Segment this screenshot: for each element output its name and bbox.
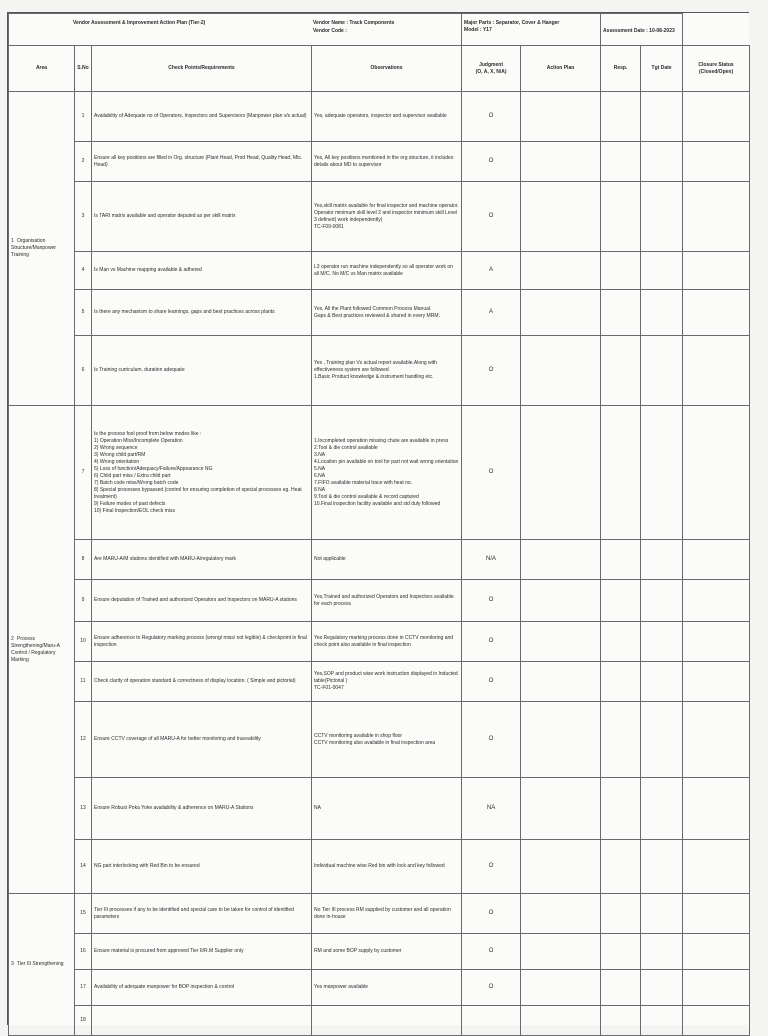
judgment-cell: O	[462, 702, 521, 778]
sheet-title: Vendor Assessment & Improvement Action Plan (Tier-2)	[73, 20, 206, 26]
check-point-cell: Availability of adequate manpower for BOP inspection & control	[92, 970, 312, 1006]
check-point-cell: Is TARI matrix available and operator deputed as per skill matrix	[92, 182, 312, 252]
sno-cell: 13	[75, 778, 92, 840]
closure-status-cell	[683, 662, 750, 702]
sno-cell: 11	[75, 662, 92, 702]
check-point-cell: Ensure Robust Poka Yoke availability & adherence on MARU-A Stations	[92, 778, 312, 840]
resp-cell	[601, 92, 641, 142]
judgment-cell: O	[462, 92, 521, 142]
action-plan-cell	[521, 840, 601, 894]
check-point-cell: Is there any mechanism to share learnings, gaps and best practices across plants	[92, 290, 312, 336]
check-point-cell	[92, 1006, 312, 1036]
table-row	[9, 540, 750, 580]
vendor-name: Vendor Name : Track Components	[313, 20, 395, 26]
table-row	[9, 970, 750, 1006]
judgment-cell: O	[462, 580, 521, 622]
action-plan-cell	[521, 778, 601, 840]
judgment-cell: A	[462, 252, 521, 290]
tgt-date-cell	[641, 662, 683, 702]
sno-cell: 6	[75, 336, 92, 406]
closure-status-cell	[683, 702, 750, 778]
observation-cell: Yes manpower available	[312, 970, 462, 1006]
model: Model : Y17	[464, 27, 492, 33]
major-parts-cell	[462, 14, 601, 46]
table-row	[9, 92, 750, 142]
resp-cell	[601, 406, 641, 540]
col-closure-status: Closure Status (Closed/Open)	[683, 46, 750, 92]
area-number: 1	[11, 238, 14, 244]
area-cell	[9, 92, 75, 406]
observation-cell: Yes, All key positions mentioned in the org structure, it includes details about MD to supervisor	[312, 142, 462, 182]
tgt-date-cell	[641, 290, 683, 336]
table-row	[9, 894, 750, 934]
col-tgt-date: Tgt Date	[641, 46, 683, 92]
action-plan-cell	[521, 406, 601, 540]
table-row	[9, 1006, 750, 1036]
resp-cell	[601, 934, 641, 970]
observation-cell: Not applicable	[312, 540, 462, 580]
tgt-date-cell	[641, 894, 683, 934]
table-row	[9, 934, 750, 970]
col-resp: Resp.	[601, 46, 641, 92]
sno-cell: 14	[75, 840, 92, 894]
closure-status-cell	[683, 252, 750, 290]
judgment-cell	[462, 1006, 521, 1036]
table-row	[9, 840, 750, 894]
sno-cell: 17	[75, 970, 92, 1006]
resp-cell	[601, 662, 641, 702]
check-point-cell: Is the process fool proof from below modes like : 1) Operation Miss/Incomplete Operation 2) Wrong sequence 3) Wrong child part/RM 4) Wrong orientation 5) Loss of function/Adequacy/Failure/Appearance NG 6) Child part miss / Extra child part 7) Batch code miss/Wrong batch code 8) Special processes bypassed (control for ensuring completion of special processes eg. Heat treatment) 9) Failure modes of past defects 10) Final Inspection/EOL check miss	[92, 406, 312, 540]
closure-status-cell	[683, 142, 750, 182]
resp-cell	[601, 290, 641, 336]
tgt-date-cell	[641, 934, 683, 970]
table-row	[9, 142, 750, 182]
judgment-cell: NA	[462, 778, 521, 840]
tgt-date-cell	[641, 406, 683, 540]
resp-cell	[601, 252, 641, 290]
check-point-cell: Tier III processes if any to be identified and special care to be taken for control of identified parameters	[92, 894, 312, 934]
observation-cell: Yes, All the Plant followed Common Process Manual. Gaps & Best practices reviewed & shared in every MRM.	[312, 290, 462, 336]
sno-cell: 9	[75, 580, 92, 622]
judgment-cell: A	[462, 290, 521, 336]
tgt-date-cell	[641, 778, 683, 840]
table-row	[9, 406, 750, 540]
judgment-cell: O	[462, 934, 521, 970]
area-cell	[9, 406, 75, 894]
table-row	[9, 252, 750, 290]
closure-status-cell	[683, 934, 750, 970]
check-point-cell: Is Training curriculum, duration adequate	[92, 336, 312, 406]
observation-cell: Individual machine wise Red bin with lock and key followed	[312, 840, 462, 894]
action-plan-cell	[521, 702, 601, 778]
check-point-cell: Ensure material is procured from approved Tier II/R.M Supplier only	[92, 934, 312, 970]
check-point-cell: Ensure deputation of Trained and authorized Operators and Inspectors on MARU-A stations	[92, 580, 312, 622]
observation-cell	[312, 1006, 462, 1036]
sno-cell: 4	[75, 252, 92, 290]
col-area: Area	[9, 46, 75, 92]
table-row	[9, 182, 750, 252]
resp-cell	[601, 540, 641, 580]
observation-cell: Yes , Training plan Vs actual report available.Along with effectiveness system are followed 1.Basic Product knowledge & instrument handling etc.	[312, 336, 462, 406]
judgment-cell: O	[462, 662, 521, 702]
check-point-cell: Ensure CCTV coverage of all MARU-A for better monitoring and traceability	[92, 702, 312, 778]
closure-status-cell	[683, 540, 750, 580]
action-plan-cell	[521, 290, 601, 336]
assessment-sheet	[7, 12, 749, 1025]
table-row	[9, 580, 750, 622]
closure-status-cell	[683, 406, 750, 540]
col-check-points: Check Points/Requirements	[92, 46, 312, 92]
area-label: Organisation Structure/Manpower Training	[11, 238, 57, 258]
sno-cell: 8	[75, 540, 92, 580]
action-plan-cell	[521, 92, 601, 142]
table-row	[9, 702, 750, 778]
sno-cell: 2	[75, 142, 92, 182]
sno-cell: 1	[75, 92, 92, 142]
area-number: 3	[11, 961, 14, 967]
tgt-date-cell	[641, 702, 683, 778]
col-observations: Observations	[312, 46, 462, 92]
resp-cell	[601, 778, 641, 840]
resp-cell	[601, 702, 641, 778]
tgt-date-cell	[641, 622, 683, 662]
resp-cell	[601, 142, 641, 182]
observation-cell: L3 operator run machine independently so all operator work on all M/C. No M/C vs Man matrix available	[312, 252, 462, 290]
observation-cell: Yes,skill matrix available for final inspector and machine operator. Operator minimum skill level 2 and inspector minimum skill Level 3 defined( work independently) TC-F09-0081	[312, 182, 462, 252]
check-point-cell: NG part interlocking with Red Bin to be ensured	[92, 840, 312, 894]
check-point-cell: Are MARU-A/M stations identified with MARU-A/regulatory mark	[92, 540, 312, 580]
sno-cell: 16	[75, 934, 92, 970]
judgment-cell: O	[462, 406, 521, 540]
area-label: Process Strengthening/Maru-A Control / Regulatory Marking	[11, 635, 60, 663]
sno-cell: 10	[75, 622, 92, 662]
judgment-cell: N/A	[462, 540, 521, 580]
judgment-cell: O	[462, 336, 521, 406]
judgment-cell: O	[462, 840, 521, 894]
tgt-date-cell	[641, 182, 683, 252]
closure-status-cell	[683, 894, 750, 934]
judgment-cell: O	[462, 142, 521, 182]
col-sno: S.No	[75, 46, 92, 92]
observation-cell: Yes, adequate operators, inspector and supervisor available	[312, 92, 462, 142]
check-point-cell: Ensure all key positions are filled in Org. structure (Plant Head, Prod Head, Quality Head, Mtc. Head)	[92, 142, 312, 182]
action-plan-cell	[521, 934, 601, 970]
action-plan-cell	[521, 336, 601, 406]
area-number: 2	[11, 635, 14, 642]
observation-cell: NA	[312, 778, 462, 840]
observation-cell: No Tier III process RM supplied by customer and all operation done in-house	[312, 894, 462, 934]
assessment-table	[8, 13, 750, 1036]
action-plan-cell	[521, 1006, 601, 1036]
closure-status-cell	[683, 290, 750, 336]
action-plan-cell	[521, 540, 601, 580]
closure-status-cell	[683, 840, 750, 894]
tgt-date-cell	[641, 540, 683, 580]
action-plan-cell	[521, 894, 601, 934]
resp-cell	[601, 182, 641, 252]
tgt-date-cell	[641, 92, 683, 142]
vendor-block	[313, 19, 394, 35]
check-point-cell: Availability of Adequate no of Operators, Inspectors and Supervisors (Manpower plan v/s actual)	[92, 92, 312, 142]
closure-status-cell	[683, 778, 750, 840]
tgt-date-cell	[641, 970, 683, 1006]
judgment-cell: O	[462, 894, 521, 934]
closure-status-cell	[683, 970, 750, 1006]
resp-cell	[601, 1006, 641, 1036]
closure-status-cell	[683, 622, 750, 662]
table-row	[9, 290, 750, 336]
observation-cell: Yes Regulatory marking process done in CCTV monitoring and check point also available in final inspection	[312, 622, 462, 662]
closure-status-cell	[683, 92, 750, 142]
check-point-cell: Check clarity of operation standard & correctness of display location. ( Simple and pictorial)	[92, 662, 312, 702]
observation-cell: CCTV monitoring available in shop floor CCTV monitoring also available in final inspection area	[312, 702, 462, 778]
tgt-date-cell	[641, 336, 683, 406]
check-point-cell: Is Man vs Machine mapping available & adhered	[92, 252, 312, 290]
action-plan-cell	[521, 622, 601, 662]
action-plan-cell	[521, 970, 601, 1006]
major-parts: Major Parts : Separator, Cover & Hanger	[464, 20, 560, 26]
assessment-date: Assessment Date : 10-08-2023	[603, 28, 675, 34]
tgt-date-cell	[641, 1006, 683, 1036]
closure-status-cell	[683, 1006, 750, 1036]
observation-cell: Yes,Trained and authorized Operators and Inspectors available for each process	[312, 580, 462, 622]
tgt-date-cell	[641, 840, 683, 894]
observation-cell: Yes,SOP and product wise work instruction displayed in Inducted table(Pictorial ) TC-F01-0047	[312, 662, 462, 702]
area-label: Tier III Strengthening	[17, 961, 64, 967]
action-plan-cell	[521, 580, 601, 622]
tgt-date-cell	[641, 142, 683, 182]
sno-cell: 18	[75, 1006, 92, 1036]
tgt-date-cell	[641, 252, 683, 290]
judgment-cell: O	[462, 622, 521, 662]
assessment-date-cell	[601, 14, 683, 46]
action-plan-cell	[521, 182, 601, 252]
action-plan-cell	[521, 142, 601, 182]
table-row	[9, 336, 750, 406]
action-plan-cell	[521, 662, 601, 702]
sno-cell: 5	[75, 290, 92, 336]
resp-cell	[601, 970, 641, 1006]
sno-cell: 15	[75, 894, 92, 934]
resp-cell	[601, 580, 641, 622]
observation-cell: RM and some BOP supply by customer	[312, 934, 462, 970]
col-judgment: Judgment (O, A, X, N/A)	[462, 46, 521, 92]
table-row	[9, 778, 750, 840]
closure-status-cell	[683, 580, 750, 622]
resp-cell	[601, 894, 641, 934]
table-row	[9, 662, 750, 702]
closure-status-cell	[683, 336, 750, 406]
resp-cell	[601, 840, 641, 894]
sno-cell: 3	[75, 182, 92, 252]
judgment-cell: O	[462, 182, 521, 252]
vendor-code: Vendor Code :	[313, 28, 347, 34]
check-point-cell: Ensure adherence to Regulatory marking process (wrong/ miss/ not legible) & checkpoint in final inspection	[92, 622, 312, 662]
sno-cell: 7	[75, 406, 92, 540]
resp-cell	[601, 622, 641, 662]
action-plan-cell	[521, 252, 601, 290]
table-row	[9, 622, 750, 662]
observation-cell: 1.Incompleted operation missing chute are available in press 2.Tool & die control available 3.NA 4.Location pin available on tool for part not wait wrong orientation 5.NA 6.NA 7.FIFO available material trace with heat no. 8.NA 9.Tool & die control available & record captured 10.Final inspection facility available and std duly followed	[312, 406, 462, 540]
judgment-cell: O	[462, 970, 521, 1006]
resp-cell	[601, 336, 641, 406]
sno-cell: 12	[75, 702, 92, 778]
area-cell	[9, 894, 75, 1036]
col-action-plan: Action Plan	[521, 46, 601, 92]
tgt-date-cell	[641, 580, 683, 622]
closure-status-cell	[683, 182, 750, 252]
